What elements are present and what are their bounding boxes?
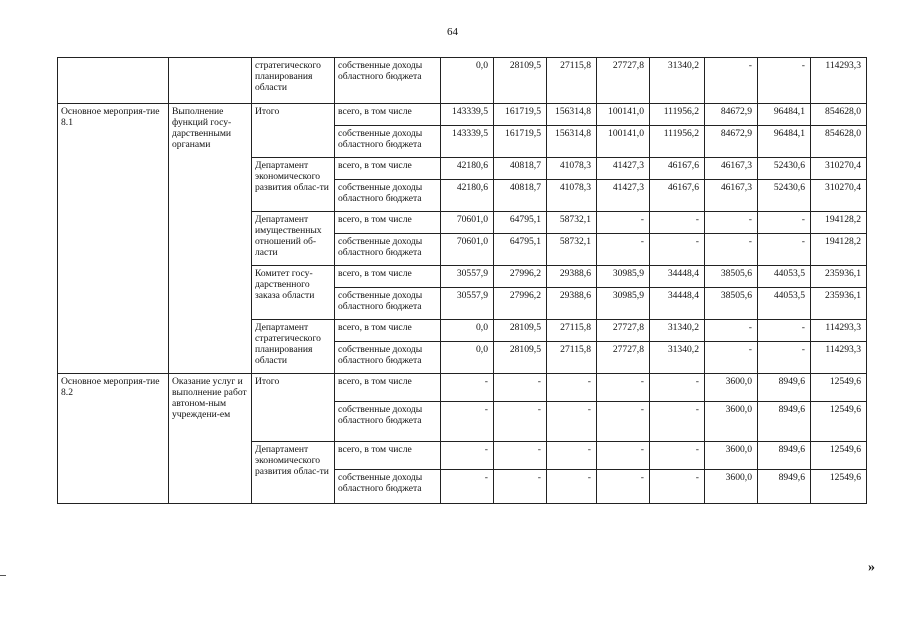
value-cell: 27115,8 [547,342,597,374]
title-cell: Выполнение функций госу-дарственными органами [169,104,252,374]
value-cell: 12549,6 [811,470,867,504]
source-cell: собственные доходы областного бюджета [335,58,441,104]
executor-cell: стратегического планирования области [252,58,335,104]
value-cell: - [441,374,494,402]
source-cell: всего, в том числе [335,266,441,288]
value-cell: 64795,1 [494,212,547,234]
value-cell: 27996,2 [494,266,547,288]
value-cell: 30557,9 [441,288,494,320]
value-cell: - [597,234,650,266]
value-cell: 27115,8 [547,320,597,342]
source-cell: собственные доходы областного бюджета [335,342,441,374]
executor-cell: Департамент экономического развития облас-ти [252,442,335,504]
value-cell: - [650,470,705,504]
value-cell: 46167,3 [705,158,758,180]
title-cell [169,58,252,104]
value-cell: - [494,374,547,402]
value-cell: 46167,3 [705,180,758,212]
value-cell: 854628,0 [811,104,867,126]
value-cell: 29388,6 [547,288,597,320]
value-cell: - [758,342,811,374]
value-cell: 143339,5 [441,104,494,126]
value-cell: 30985,9 [597,288,650,320]
value-cell: 38505,6 [705,288,758,320]
value-cell: - [650,442,705,470]
source-cell: всего, в том числе [335,374,441,402]
value-cell: 27727,8 [597,58,650,104]
value-cell: 30557,9 [441,266,494,288]
source-cell: всего, в том числе [335,320,441,342]
value-cell: 114293,3 [811,320,867,342]
event-cell: Основное мероприя-тие 8.2 [58,374,169,504]
value-cell: - [705,320,758,342]
source-cell: всего, в том числе [335,212,441,234]
continuation-mark: » [868,560,875,575]
value-cell: 34448,4 [650,288,705,320]
value-cell: 143339,5 [441,126,494,158]
value-cell: 41078,3 [547,158,597,180]
value-cell: - [758,58,811,104]
source-cell: собственные доходы областного бюджета [335,180,441,212]
value-cell: 31340,2 [650,58,705,104]
value-cell: 100141,0 [597,126,650,158]
executor-cell: Департамент стратегического планирования области [252,320,335,374]
executor-cell: Комитет госу-дарственного заказа области [252,266,335,320]
value-cell: 194128,2 [811,212,867,234]
source-cell: собственные доходы областного бюджета [335,126,441,158]
value-cell: 58732,1 [547,212,597,234]
value-cell: 114293,3 [811,58,867,104]
value-cell: 156314,8 [547,104,597,126]
value-cell: - [441,470,494,504]
value-cell: 64795,1 [494,234,547,266]
value-cell: 156314,8 [547,126,597,158]
value-cell: - [494,470,547,504]
value-cell: - [597,374,650,402]
value-cell: - [494,442,547,470]
event-cell [58,58,169,104]
source-cell: всего, в том числе [335,158,441,180]
value-cell: - [547,442,597,470]
value-cell: - [597,442,650,470]
value-cell: 44053,5 [758,288,811,320]
value-cell: 161719,5 [494,104,547,126]
value-cell: 31340,2 [650,320,705,342]
value-cell: 235936,1 [811,288,867,320]
value-cell: 41427,3 [597,180,650,212]
value-cell: 46167,6 [650,158,705,180]
value-cell: 8949,6 [758,442,811,470]
executor-cell: Итого [252,374,335,442]
value-cell: - [547,374,597,402]
value-cell: 84672,9 [705,126,758,158]
value-cell: - [758,234,811,266]
value-cell: 52430,6 [758,158,811,180]
value-cell: 40818,7 [494,180,547,212]
source-cell: собственные доходы областного бюджета [335,402,441,442]
value-cell: - [650,402,705,442]
executor-cell: Итого [252,104,335,158]
value-cell: - [441,442,494,470]
value-cell: - [597,212,650,234]
title-cell: Оказание услуг и выполнение работ автоном-ным учреждени-ем [169,374,252,504]
executor-cell: Департамент экономического развития облас-ти [252,158,335,212]
value-cell: 12549,6 [811,442,867,470]
value-cell: - [547,402,597,442]
value-cell: 100141,0 [597,104,650,126]
value-cell: 0,0 [441,342,494,374]
value-cell: 194128,2 [811,234,867,266]
source-cell: собственные доходы областного бюджета [335,234,441,266]
value-cell: 42180,6 [441,180,494,212]
value-cell: - [758,212,811,234]
value-cell: 52430,6 [758,180,811,212]
value-cell: - [547,470,597,504]
value-cell: 8949,6 [758,374,811,402]
value-cell: - [597,470,650,504]
value-cell: 28109,5 [494,58,547,104]
margin-mark [0,575,6,576]
value-cell: 12549,6 [811,374,867,402]
value-cell: - [494,402,547,442]
value-cell: 29388,6 [547,266,597,288]
source-cell: всего, в том числе [335,104,441,126]
value-cell: 28109,5 [494,320,547,342]
value-cell: 3600,0 [705,470,758,504]
value-cell: 44053,5 [758,266,811,288]
value-cell: 8949,6 [758,470,811,504]
value-cell: 0,0 [441,320,494,342]
value-cell: 235936,1 [811,266,867,288]
value-cell: 46167,6 [650,180,705,212]
value-cell: 310270,4 [811,180,867,212]
value-cell: 70601,0 [441,212,494,234]
value-cell: 96484,1 [758,126,811,158]
value-cell: 0,0 [441,58,494,104]
value-cell: - [441,402,494,442]
value-cell: 31340,2 [650,342,705,374]
value-cell: 40818,7 [494,158,547,180]
value-cell: 30985,9 [597,266,650,288]
value-cell: 161719,5 [494,126,547,158]
value-cell: 12549,6 [811,402,867,442]
value-cell: 41427,3 [597,158,650,180]
value-cell: 58732,1 [547,234,597,266]
value-cell: 41078,3 [547,180,597,212]
value-cell: 310270,4 [811,158,867,180]
value-cell: 3600,0 [705,374,758,402]
value-cell: 96484,1 [758,104,811,126]
value-cell: 38505,6 [705,266,758,288]
table-row [58,104,867,126]
source-cell: собственные доходы областного бюджета [335,470,441,504]
value-cell: - [597,402,650,442]
source-cell: всего, в том числе [335,442,441,470]
value-cell: 3600,0 [705,402,758,442]
table-row [58,374,867,402]
value-cell: 27727,8 [597,342,650,374]
value-cell: - [705,212,758,234]
page-number: 64 [447,26,458,38]
executor-cell: Департамент имущественных отношений об-ласти [252,212,335,266]
value-cell: 70601,0 [441,234,494,266]
value-cell: 34448,4 [650,266,705,288]
value-cell: 28109,5 [494,342,547,374]
source-cell: собственные доходы областного бюджета [335,288,441,320]
event-cell: Основное мероприя-тие 8.1 [58,104,169,374]
value-cell: 42180,6 [441,158,494,180]
value-cell: - [650,234,705,266]
value-cell: 27727,8 [597,320,650,342]
value-cell: 111956,2 [650,126,705,158]
value-cell: - [650,374,705,402]
value-cell: 27996,2 [494,288,547,320]
value-cell: 8949,6 [758,402,811,442]
value-cell: 111956,2 [650,104,705,126]
value-cell: - [705,58,758,104]
value-cell: 854628,0 [811,126,867,158]
value-cell: 114293,3 [811,342,867,374]
value-cell: 84672,9 [705,104,758,126]
value-cell: 3600,0 [705,442,758,470]
value-cell: - [758,320,811,342]
value-cell: - [650,212,705,234]
budget-table [57,57,867,504]
value-cell: 27115,8 [547,58,597,104]
table-row [58,58,867,104]
value-cell: - [705,234,758,266]
value-cell: - [705,342,758,374]
